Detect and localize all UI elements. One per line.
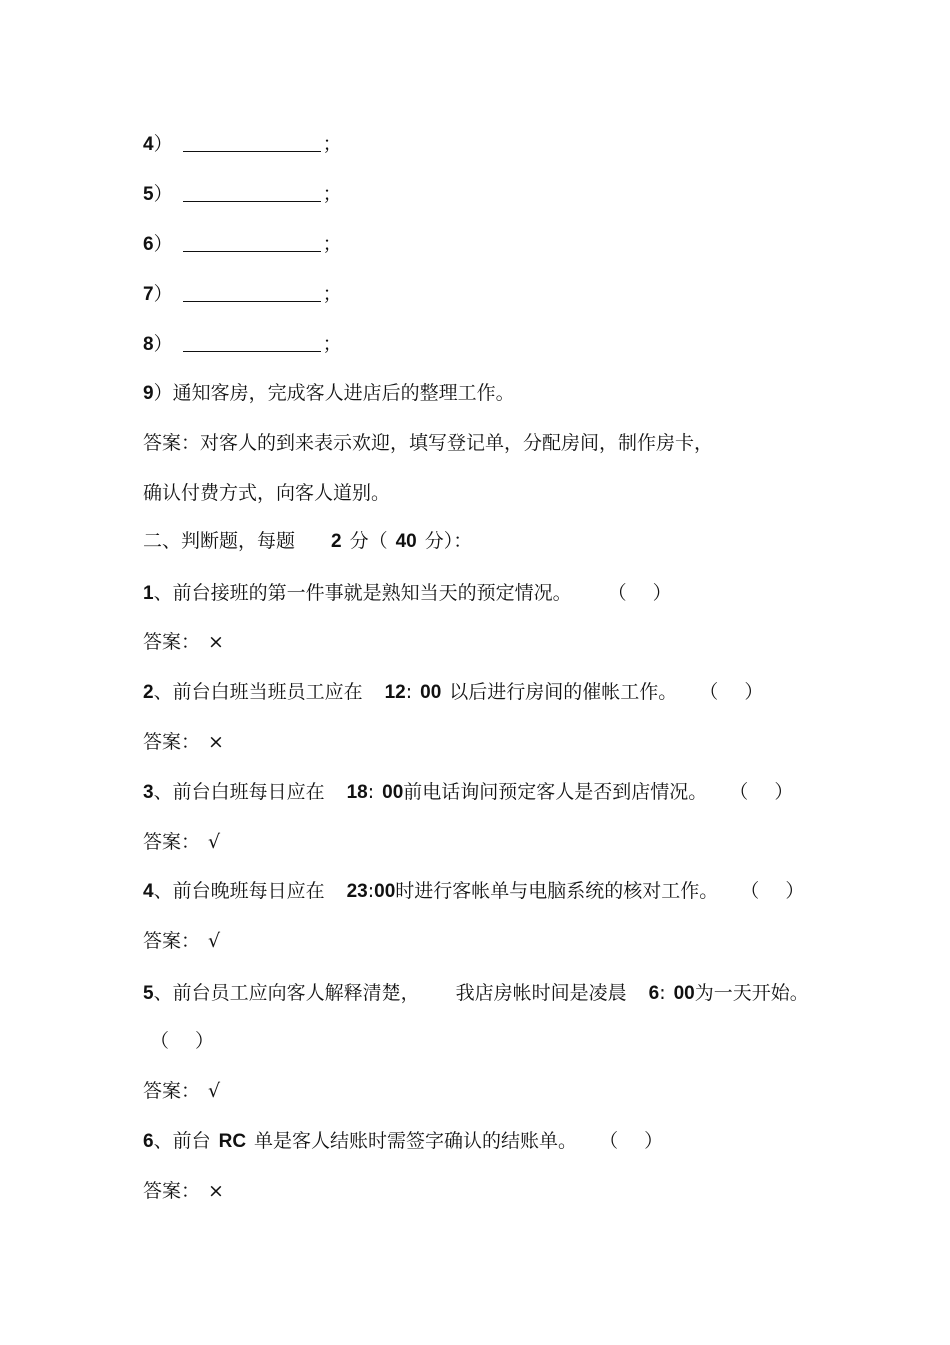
fill-item-4 xyxy=(143,131,342,158)
question-5 xyxy=(143,980,809,1007)
section-heading xyxy=(143,528,472,555)
question-number: 5 xyxy=(143,983,154,1004)
time-sep: : xyxy=(367,781,375,803)
time-hour: 23 xyxy=(346,881,368,902)
question-1 xyxy=(143,580,672,607)
question-text: 单是客人结账时需签字确认的结账单。 xyxy=(254,1130,578,1152)
answer-mark: √ xyxy=(208,930,221,952)
question-number: 2 xyxy=(143,682,154,703)
item-number: 8 xyxy=(143,334,154,355)
time-minute: 00 xyxy=(673,983,695,1004)
time-sep: : xyxy=(367,880,375,902)
answer-paren-close: ） xyxy=(195,1030,215,1052)
time-sep: : xyxy=(405,681,413,703)
answer-label: 答案： xyxy=(143,831,201,853)
answer-mark: × xyxy=(208,731,224,753)
answer-label: 答案： xyxy=(143,631,201,653)
answer-paren-open: （ xyxy=(729,781,749,803)
answer-5 xyxy=(143,1078,220,1104)
points-each: 2 xyxy=(331,531,342,552)
fill-item-9 xyxy=(143,380,515,407)
semicolon: ； xyxy=(322,183,342,205)
question-text: 、前台白班每日应在 xyxy=(153,781,325,803)
question-text: 为一天开始。 xyxy=(694,982,809,1004)
fill-item-8 xyxy=(143,331,342,358)
fill-answer-line-1 xyxy=(143,430,713,456)
question-4 xyxy=(143,878,804,905)
section-suffix: 分）： xyxy=(424,530,473,552)
question-text: 时进行客帐单与电脑系统的核对工作。 xyxy=(395,880,719,902)
answer-1 xyxy=(143,629,224,655)
close-paren: ） xyxy=(153,233,173,255)
time-minute: 00 xyxy=(420,682,442,703)
item-number: 5 xyxy=(143,184,154,205)
answer-6 xyxy=(143,1178,224,1204)
answer-mark: × xyxy=(208,1180,224,1202)
answer-paren-open: （ xyxy=(740,880,760,902)
time-minute: 00 xyxy=(382,782,404,803)
question-number: 3 xyxy=(143,782,154,803)
question-text: 我店房帐时间是凌晨 xyxy=(455,982,627,1004)
item-text: ）通知客房，完成客人进店后的整理工作。 xyxy=(153,382,515,404)
blank-underline xyxy=(183,183,321,202)
answer-paren-close: ） xyxy=(644,1130,664,1152)
points-total: 40 xyxy=(395,531,417,552)
time-hour: 12 xyxy=(384,682,406,703)
answer-paren-open: （ xyxy=(599,1130,619,1152)
question-text: 、前台 xyxy=(153,1130,211,1152)
question-2 xyxy=(143,679,763,706)
fill-item-6 xyxy=(143,231,342,258)
question-number: 4 xyxy=(143,881,154,902)
time-hour: 6 xyxy=(648,983,660,1004)
answer-paren-close: ） xyxy=(774,781,794,803)
answer-paren-open: （ xyxy=(699,681,719,703)
close-paren: ） xyxy=(153,133,173,155)
answer-label: 答案： xyxy=(143,1180,201,1202)
answer-label: 答案： xyxy=(143,1080,201,1102)
item-number: 6 xyxy=(143,234,154,255)
section-prefix: 二、判断题，每题 xyxy=(143,530,296,552)
close-paren: ） xyxy=(153,183,173,205)
answer-paren-close: ） xyxy=(744,681,764,703)
question-5-parens xyxy=(150,1028,214,1054)
answer-mark: × xyxy=(208,631,224,653)
fill-item-7 xyxy=(143,281,342,308)
semicolon: ； xyxy=(322,333,342,355)
answer-paren-open: （ xyxy=(607,582,627,604)
question-text: 、前台接班的第一件事就是熟知当天的预定情况。 xyxy=(153,582,572,604)
semicolon: ； xyxy=(322,233,342,255)
question-number: 6 xyxy=(143,1131,154,1152)
answer-paren-close: ） xyxy=(785,880,805,902)
answer-label: 答案： xyxy=(143,731,201,753)
answer-paren-open: （ xyxy=(150,1030,170,1052)
time-sep: : xyxy=(659,982,666,1004)
blank-underline xyxy=(183,333,321,352)
item-number: 9 xyxy=(143,383,154,404)
fill-answer-line-2 xyxy=(143,480,390,506)
answer-4 xyxy=(143,928,220,954)
answer-mark: √ xyxy=(208,831,221,853)
answer-3 xyxy=(143,829,220,855)
item-number: 4 xyxy=(143,134,154,155)
blank-underline xyxy=(183,133,321,152)
close-paren: ） xyxy=(153,333,173,355)
question-number: 1 xyxy=(143,583,154,604)
answer-paren-close: ） xyxy=(652,582,672,604)
fill-item-5 xyxy=(143,181,342,208)
question-text: 以后进行房间的催帐工作。 xyxy=(449,681,678,703)
question-text: 、前台晚班每日应在 xyxy=(153,880,325,902)
answer-2 xyxy=(143,729,224,755)
semicolon: ； xyxy=(322,283,342,305)
time-minute: 00 xyxy=(374,881,396,902)
answer-text: 确认付费方式，向客人道别。 xyxy=(143,482,391,504)
blank-underline xyxy=(183,283,321,302)
question-text: 前电话询问预定客人是否到店情况。 xyxy=(403,781,708,803)
answer-label: 答案： xyxy=(143,930,201,952)
question-6 xyxy=(143,1128,663,1155)
time-hour: 18 xyxy=(346,782,368,803)
answer-text: 答案：对客人的到来表示欢迎，填写登记单，分配房间，制作房卡， xyxy=(143,432,714,454)
item-number: 7 xyxy=(143,284,154,305)
rc-code: RC xyxy=(218,1131,247,1152)
answer-mark: √ xyxy=(208,1080,221,1102)
question-3 xyxy=(143,779,793,806)
points-unit: 分（ xyxy=(349,530,388,552)
question-text: 、前台白班当班员工应在 xyxy=(153,681,363,703)
question-text: 、前台员工应向客人解释清楚， xyxy=(153,982,420,1004)
close-paren: ） xyxy=(153,283,173,305)
blank-underline xyxy=(183,233,321,252)
semicolon: ； xyxy=(322,133,342,155)
